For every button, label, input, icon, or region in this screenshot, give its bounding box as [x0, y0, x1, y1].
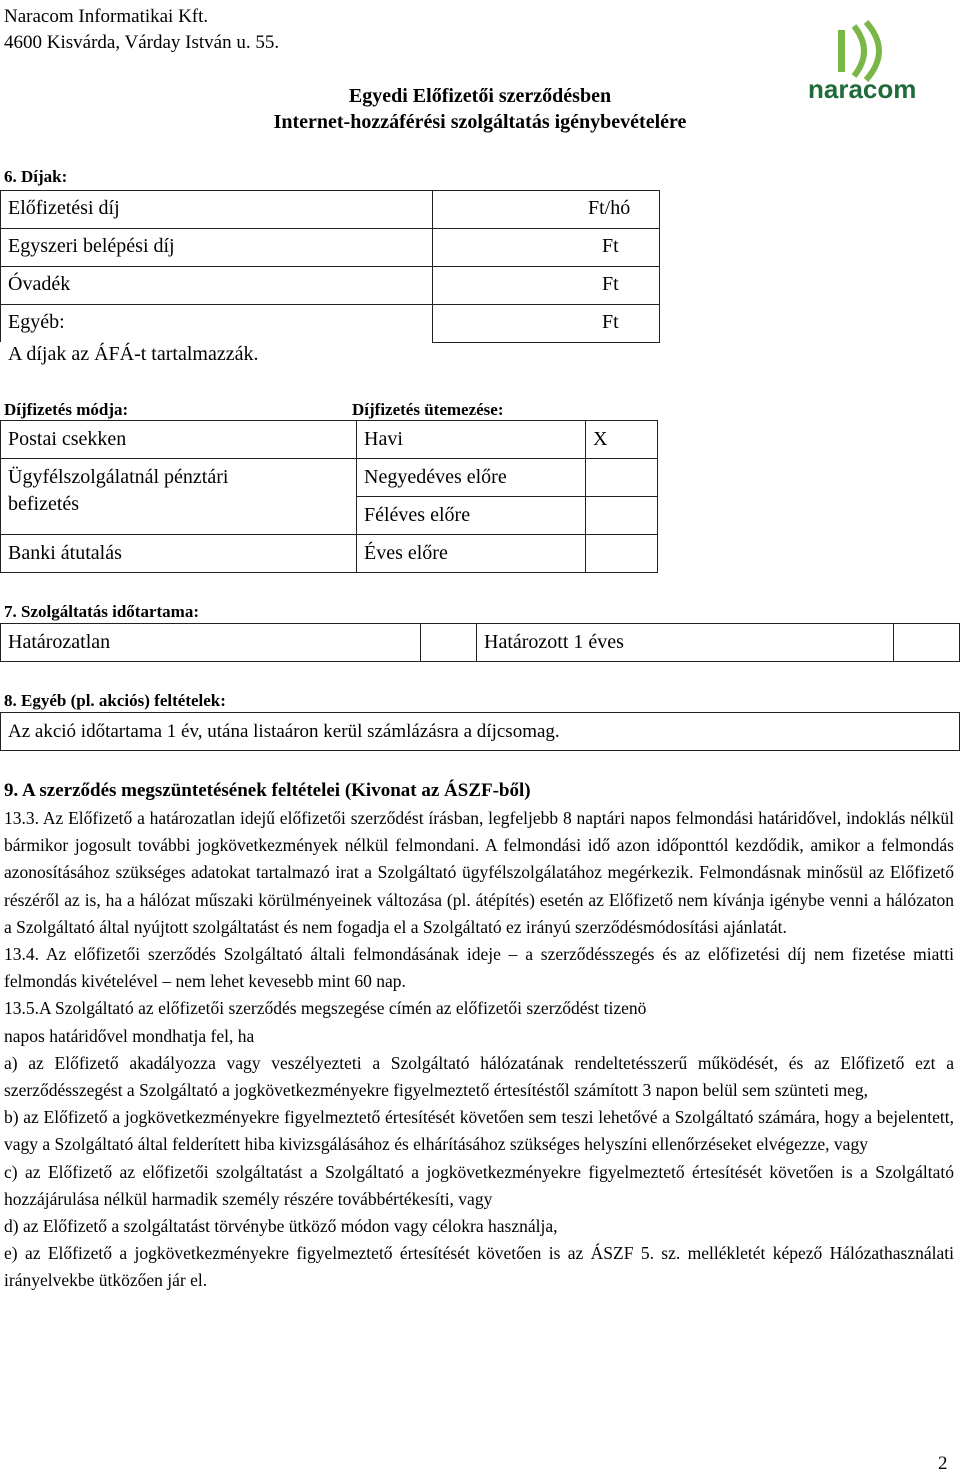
logo-text: naracom — [808, 74, 917, 104]
paragraph-item-a: a) az Előfizető akadályozza vagy veszélyezteti a Szolgáltató hálózatának rendeltetésszerű működését, és az Előfizető ezt a szerződésszegést a Szolgáltató a jogkövetkezményekre figyelmeztető értesítéstől számított 3 napon belül sem szünteti meg, — [4, 1052, 954, 1101]
fee-label-deposit: Óvadék — [8, 273, 71, 295]
payment-schedule-heading: Díjfizetés ütemezése: — [352, 400, 504, 419]
fee-label-entry: Egyszeri belépési díj — [8, 235, 175, 257]
fee-label-other: Egyéb: — [8, 311, 65, 333]
fee-unit-subscription: Ft/hó — [588, 197, 631, 219]
schedule-monthly-checkmark: X — [593, 428, 608, 450]
method-cashier-line1: Ügyfélszolgálatnál pénztári — [8, 466, 229, 488]
duration-definite: Határozott 1 éves — [484, 631, 624, 653]
termination-body — [4, 805, 954, 1295]
fee-unit-entry: Ft — [602, 235, 619, 257]
schedule-monthly: Havi — [364, 428, 403, 450]
paragraph-13-5: 13.5.A Szolgáltató az előfizetői szerződés megszegése címén az előfizetői szerződést tizenö — [4, 998, 647, 1019]
schedule-yearly: Éves előre — [364, 542, 448, 564]
termination-heading: 9. A szerződés megszüntetésének feltételei (Kivonat az ÁSZF-ből) — [4, 780, 531, 801]
fee-unit-other: Ft — [602, 311, 619, 333]
vat-note: A díjak az ÁFÁ-t tartalmazzák. — [8, 343, 259, 365]
schedule-halfyearly: Féléves előre — [364, 504, 471, 526]
paragraph-item-d: d) az Előfizető a szolgáltatást törvénybe ütköző módon vagy célokra használja, — [4, 1216, 558, 1237]
other-conditions-text: Az akció időtartama 1 év, utána listaáron kerül számlázásra a díjcsomag. — [8, 721, 560, 742]
naracom-logo — [800, 18, 940, 108]
fees-heading: 6. Díjak: — [4, 167, 68, 186]
doc-title-2: Internet-hozzáférési szolgáltatás igénybevételére — [273, 111, 687, 133]
fee-label-subscription: Előfizetési díj — [8, 197, 120, 219]
company-name: Naracom Informatikai Kft. — [4, 6, 209, 27]
schedule-quarterly: Negyedéves előre — [364, 466, 507, 488]
duration-heading: 7. Szolgáltatás időtartama: — [4, 602, 200, 621]
method-cashier-line2: befizetés — [8, 493, 80, 515]
paragraph-item-b: b) az Előfizető a jogkövetkezményekre figyelmeztető értesítését követően sem teszi lehetővé a Szolgáltató számára, hogy a bejelentett, vagy a Szolgáltató által felderített hiba kivizsgálásához és elhárításához szükséges helyszíni ellenőrzéseket elvégezze, vagy — [4, 1107, 954, 1155]
paragraph-13-5-cont: napos határidővel mondhatja fel, ha — [4, 1025, 255, 1046]
paragraph-item-c: c) az Előfizető az előfizetői szolgáltatást a Szolgáltató a jogkövetkezményekre figyelmeztető értesítését követően is a Szolgáltató hozzájárulása nélkül harmadik személy részére továbbértékesíti, vagy — [4, 1161, 954, 1209]
doc-title-1: Egyedi Előfizetői szerződésben — [348, 85, 612, 107]
method-bank-transfer: Banki átutalás — [8, 542, 122, 564]
fee-unit-deposit: Ft — [602, 273, 619, 295]
page-number: 2 — [938, 1453, 948, 1474]
payment-method-heading: Díjfizetés módja: — [4, 400, 129, 419]
company-address: 4600 Kisvárda, Várday István u. 55. — [4, 32, 280, 53]
method-postal-check: Postai csekken — [8, 428, 127, 450]
other-heading: 8. Egyéb (pl. akciós) feltételek: — [4, 691, 226, 710]
paragraph-13-3: 13.3. Az Előfizető a határozatlan idejű előfizetői szerződést írásban, legfeljebb 8 naptári napos felmondási határidővel, indoklás nélkül bármikor jogosult további jogkövetkezmények nélkül felmondani. A felmondási idő azon időponttól kezdődik, amikor a felmondás azonosításához szükséges adatokat tartalmazó irat a Szolgáltató ügyfélszolgálatához megérkezik. Felmondásnak minősül az Előfizető részéről az is, ha a hálózat műszaki körülményeinek változása (pl. átépítés) esetén az Előfizető nem kívánja igénybe venni a hálózaton a Szolgáltató által nyújtott szolgáltatást és nem fogadja el a Szolgáltató ez irányú szerződésmódosítási ajánlatát. — [4, 808, 954, 937]
duration-indefinite: Határozatlan — [8, 631, 111, 653]
paragraph-item-e: e) az Előfizető a jogkövetkezményekre figyelmeztető értesítését követően is az ÁSZF 5. sz. mellékletét képező Hálózathasználati irányelvekbe ütközően jár el. — [4, 1243, 954, 1291]
paragraph-13-4: 13.4. Az előfizetői szerződés Szolgáltató általi felmondásának ideje – a szerződésszegés és az előfizetési díj nem fizetése miatti felmondás kivételével – nem lehet kevesebb mint 60 nap. — [4, 944, 954, 992]
